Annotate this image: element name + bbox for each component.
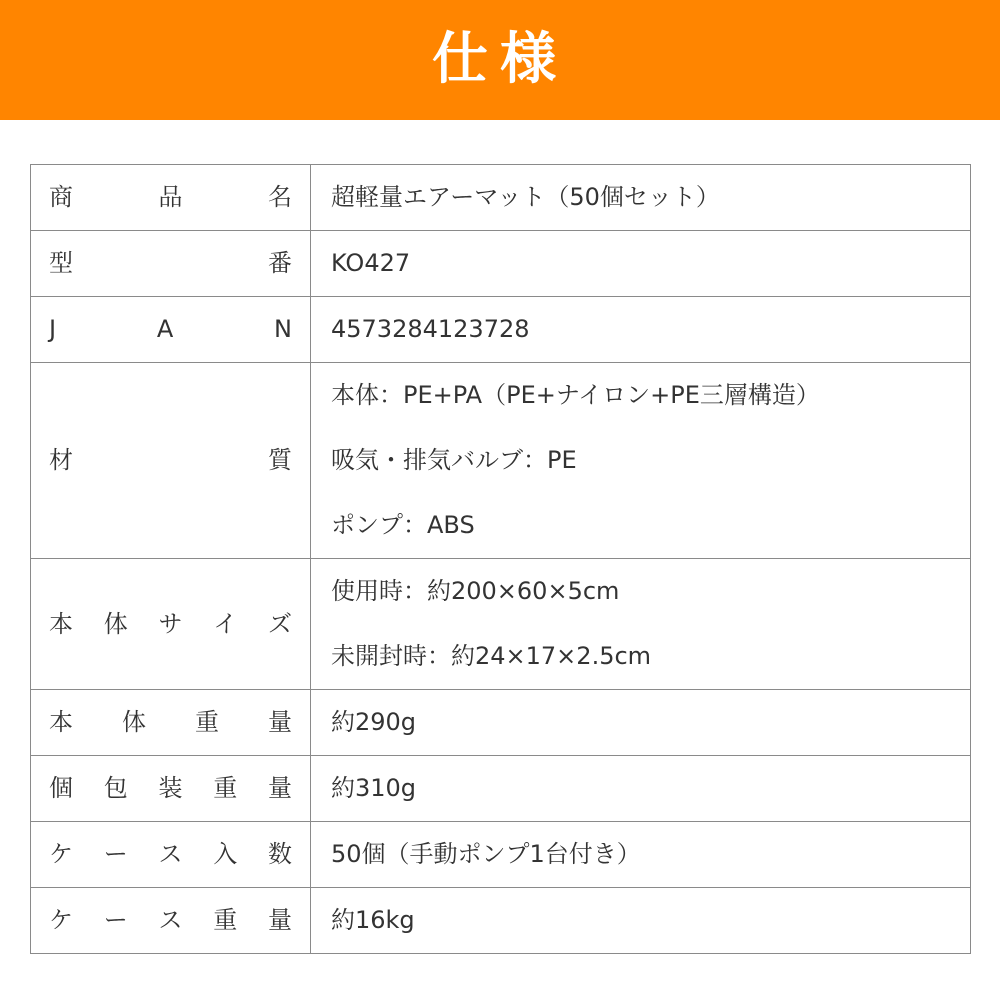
row-value-case-weight	[311, 888, 971, 954]
label-char: 数	[268, 840, 292, 869]
label-char: イ	[213, 609, 238, 638]
label-char: 商	[49, 183, 73, 212]
value-line: 吸気・排気バルブ：PE	[331, 446, 577, 475]
value-line: 約16kg	[331, 906, 415, 935]
row-label-product-name	[31, 165, 311, 231]
table-row	[31, 888, 971, 954]
label-char: N	[274, 315, 292, 344]
row-value-material	[311, 363, 971, 559]
label-char: ケ	[49, 906, 73, 935]
label-char: 体	[103, 609, 128, 638]
label-char: ス	[158, 840, 183, 869]
row-label-package-weight	[31, 756, 311, 822]
value-line: 超軽量エアーマット（50個セット）	[331, 183, 720, 212]
label-char: ス	[158, 906, 183, 935]
label-char: 量	[268, 774, 292, 803]
label-char: 量	[268, 708, 292, 737]
table-row	[31, 690, 971, 756]
label-char: A	[156, 315, 174, 344]
label-char: サ	[158, 609, 183, 638]
row-value-model-number	[311, 231, 971, 297]
row-value-body-size	[311, 559, 971, 690]
value-line: 未開封時：約24×17×2.5cm	[331, 642, 652, 671]
row-value-body-weight	[311, 690, 971, 756]
label-char: 本	[49, 708, 73, 737]
label-char: J	[49, 315, 57, 344]
table-row	[31, 231, 971, 297]
row-label-jan	[31, 297, 311, 363]
row-value-package-weight	[311, 756, 971, 822]
label-char: 重	[213, 774, 238, 803]
value-line: ポンプ：ABS	[331, 511, 475, 540]
label-char: 名	[268, 183, 292, 212]
value-line: 約310g	[331, 774, 417, 803]
row-label-model-number	[31, 231, 311, 297]
label-char: 品	[158, 183, 183, 212]
table-row	[31, 165, 971, 231]
table-row	[31, 297, 971, 363]
header-banner	[0, 0, 1000, 120]
row-label-material	[31, 363, 311, 559]
value-line: 50個（手動ポンプ1台付き）	[331, 840, 641, 869]
label-char: ー	[103, 906, 128, 935]
page-title: 仕様	[432, 27, 568, 92]
label-char: 型	[49, 249, 73, 278]
value-line: 約290g	[331, 708, 417, 737]
table-row	[31, 363, 971, 559]
label-char: 重	[213, 906, 238, 935]
label-char: 入	[213, 840, 238, 869]
table-row	[31, 559, 971, 690]
row-label-case-weight	[31, 888, 311, 954]
label-char: 体	[122, 708, 146, 737]
row-label-body-weight	[31, 690, 311, 756]
label-char: 番	[268, 249, 292, 278]
value-line: KO427	[331, 249, 411, 278]
table-row	[31, 822, 971, 888]
label-char: 重	[195, 708, 219, 737]
label-char: 量	[268, 906, 292, 935]
label-char: 包	[103, 774, 128, 803]
label-char: 本	[49, 609, 73, 638]
label-char: ケ	[49, 840, 73, 869]
row-label-case-quantity	[31, 822, 311, 888]
row-value-jan	[311, 297, 971, 363]
label-char: 質	[268, 446, 292, 475]
value-line: 本体：PE+PA（PE+ナイロン+PE三層構造）	[331, 381, 820, 410]
row-label-body-size	[31, 559, 311, 690]
value-line: 4573284123728	[331, 315, 530, 344]
table-row	[31, 756, 971, 822]
label-char: ー	[103, 840, 128, 869]
spec-table	[30, 164, 971, 954]
row-value-product-name	[311, 165, 971, 231]
row-value-case-quantity	[311, 822, 971, 888]
label-char: 材	[49, 446, 73, 475]
label-char: 装	[158, 774, 183, 803]
label-char: 個	[49, 774, 73, 803]
value-line: 使用時：約200×60×5cm	[331, 577, 620, 606]
label-char: ズ	[268, 609, 292, 638]
